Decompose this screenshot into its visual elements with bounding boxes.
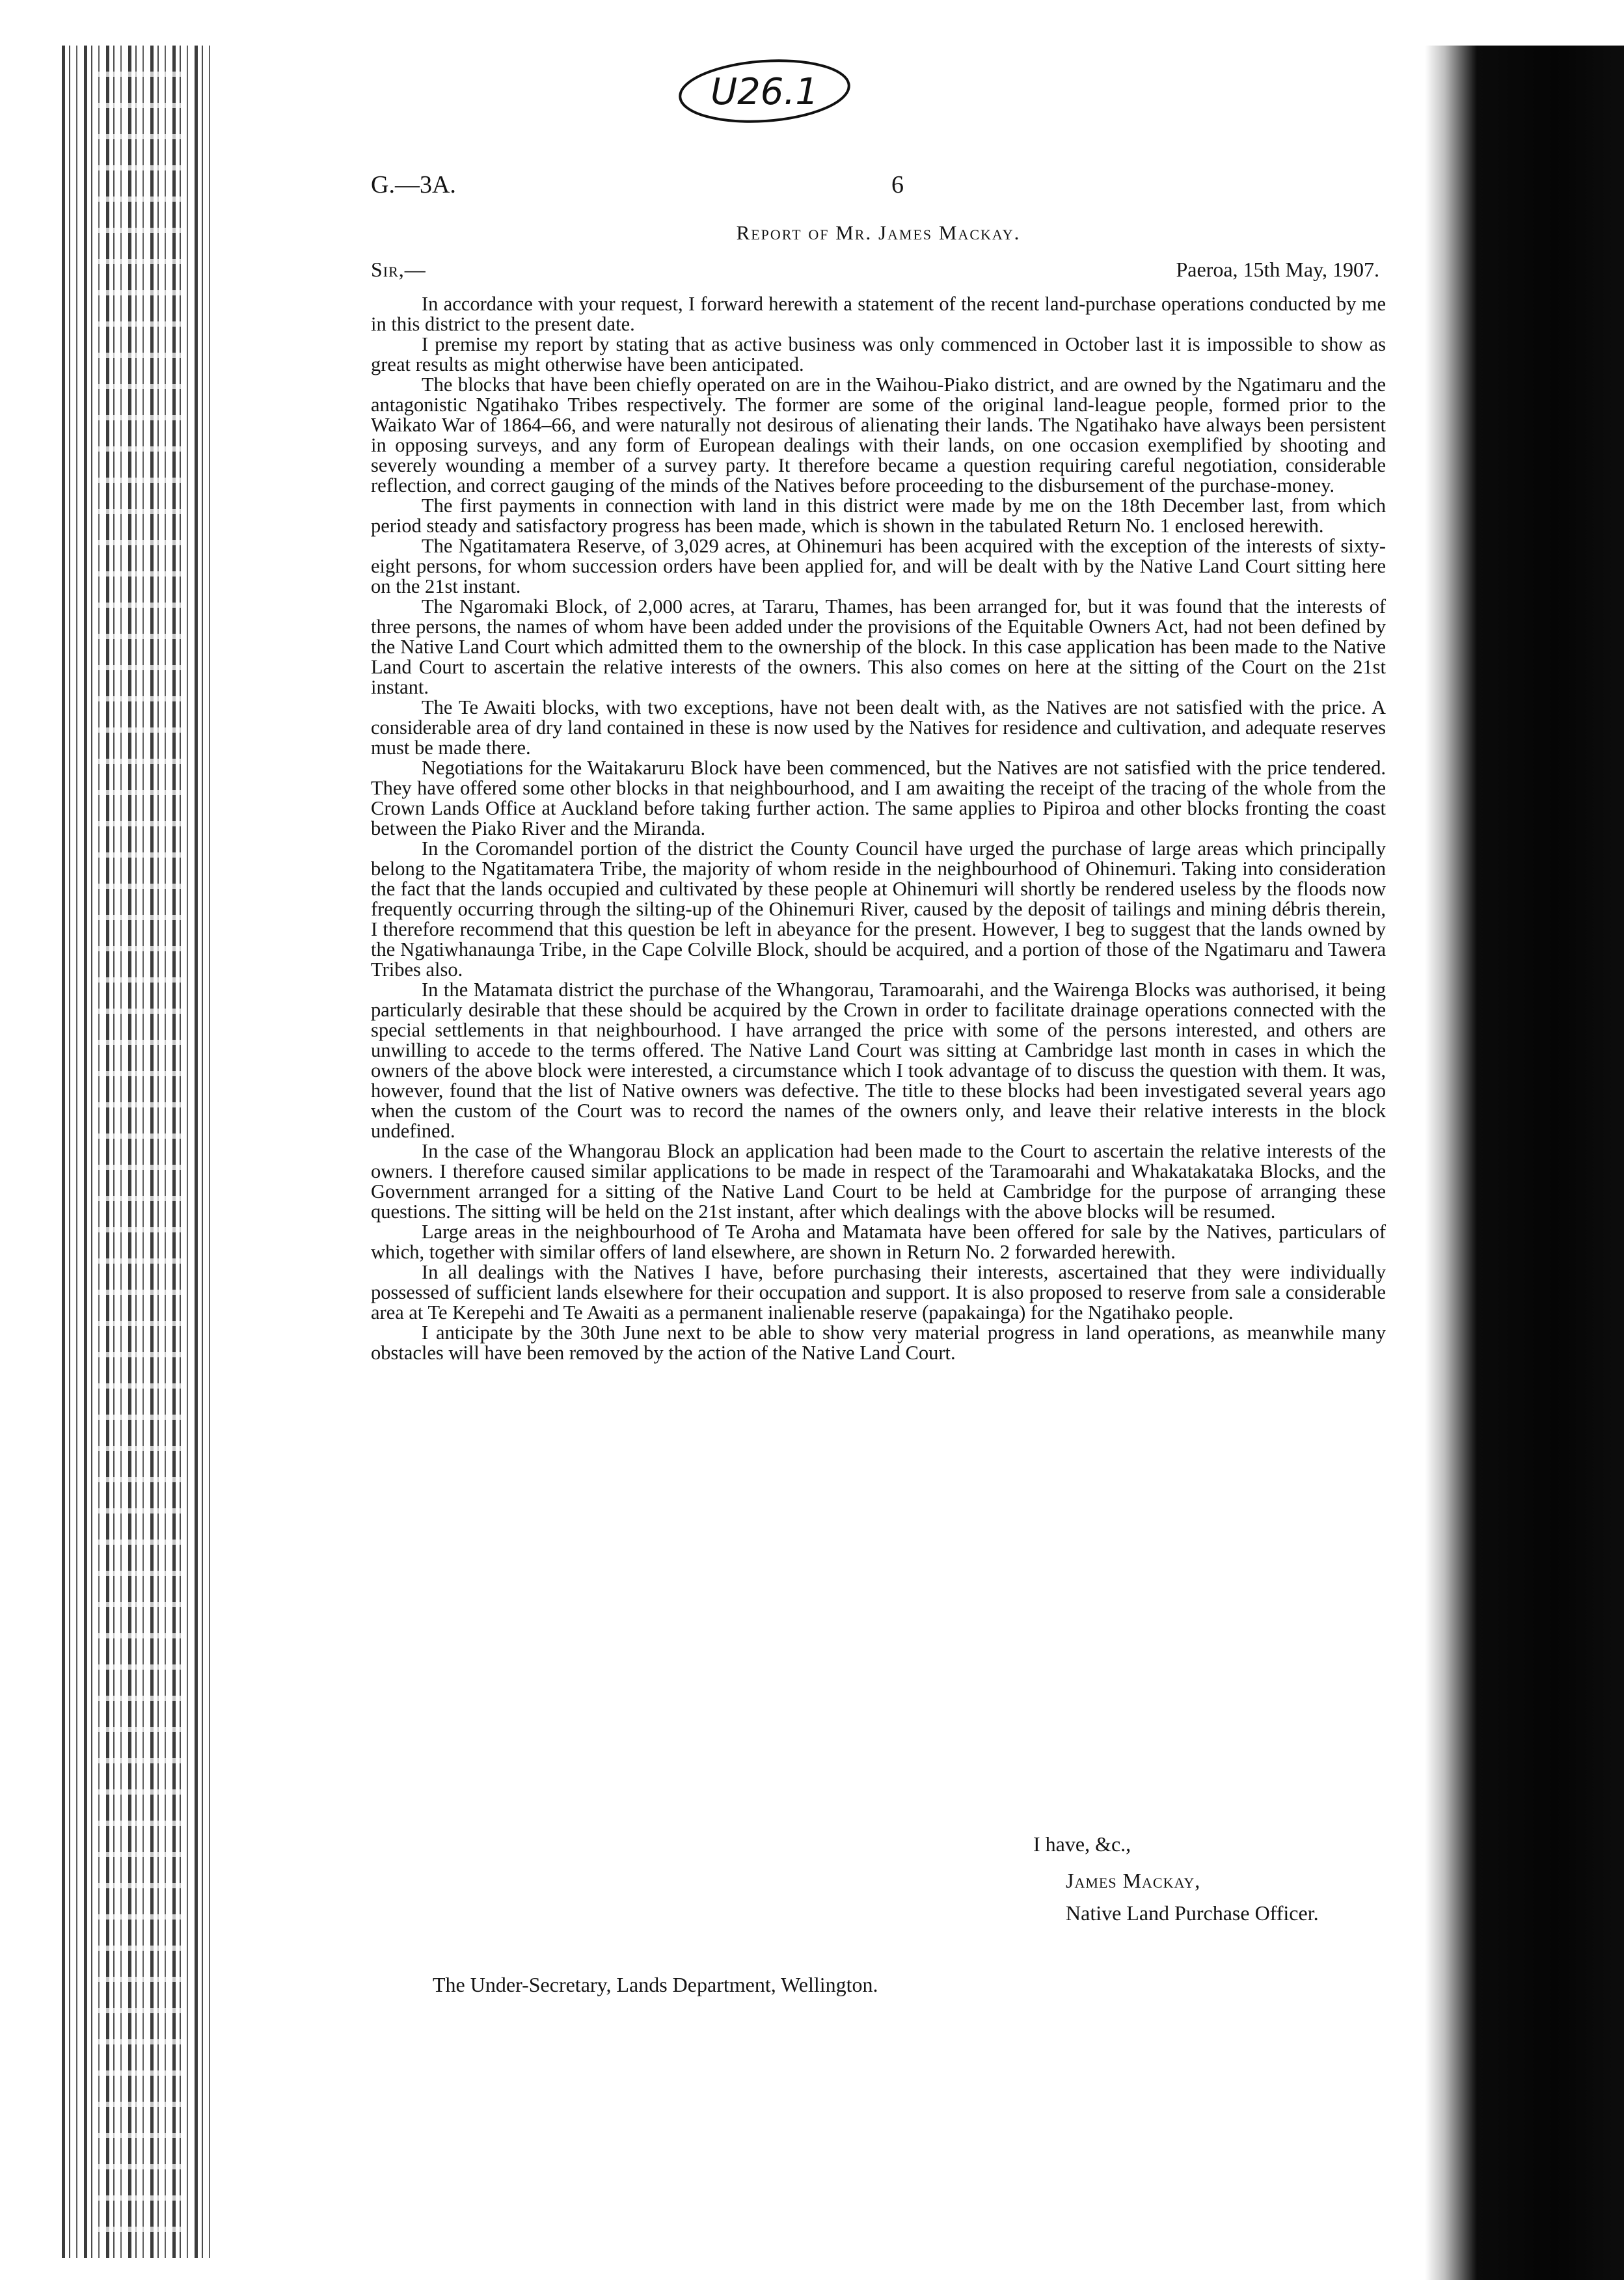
paragraph: In the case of the Whangorau Block an application had been made to the Court to ascertain the relative interests of the owners. I therefore caused similar applications to be made in respect of the Taramoarahi and Whakatakataka Blocks, and the Government arranged for a sitting of the Native Land Court to be held at Cambridge for the purpose of arranging these questions. The sitting will be held on the 21st instant, after which dealings with the above blocks will be resumed. xyxy=(371,1140,1386,1223)
closing-line: I have, &c., xyxy=(1033,1832,1131,1856)
report-title: Report of Mr. James Mackay. xyxy=(736,221,1021,244)
paragraph: I premise my report by stating that as active business was only commenced in October last it is impossible to show as great results as might otherwise have been anticipated. xyxy=(371,333,1386,375)
document-code: G.—3A. xyxy=(371,171,456,198)
paragraph: The Ngatitamatera Reserve, of 3,029 acres, at Ohinemuri has been acquired with the exception of the interests of sixty-eight persons, for whom succession orders have been applied for, and will be dealt with by the Native Land Court sitting here on the 21st instant. xyxy=(371,535,1386,597)
paragraph: In the Matamata district the purchase of the Whangorau, Taramoarahi, and the Wairenga Blocks was authorised, it being particularly desirable that these should be acquired by the Crown in order to facilitate drainage operations connected with the special settlements in that neighbourhood. I have arranged the price with some of the persons interested, and others are unwilling to accede to the terms offered. The Native Land Court was sitting at Cambridge last month in cases in which the owners of the above block were interested, a circumstance which I took advantage of to discuss the question with them. It was, however, found that the list of Native owners was defective. The title to these blocks had been investigated several years ago when the custom of the Court was to record the names of the owners only, and leave their relative interests in the block undefined. xyxy=(371,979,1386,1142)
scan-right-edge-shadow xyxy=(1425,46,1624,2280)
page-number: 6 xyxy=(891,171,904,198)
paragraph: Negotiations for the Waitakaruru Block have been commenced, but the Natives are not satisfied with the price tendered. They have offered some other blocks in that neighbourhood, and I am awaiting the receipt of the tracing of the whole from the Crown Lands Office at Auckland before taking further action. The same applies to Pipiroa and other blocks fronting the coast between the Piako River and the Miranda. xyxy=(371,757,1386,839)
paragraph: The blocks that have been chiefly operated on are in the Waihou-Piako district, and are owned by the Ngatimaru and the antagonistic Ngatihako Tribes respectively. The former are some of the original land-league people, formed prior to the Waikato War of 1864–66, and were naturally not desirous of alienating their lands. The Ngatihako have always been persistent in opposing surveys, and any form of European dealings with their lands, on one occasion exemplified by shooting and severely wounding a member of a survey party. It therefore became a question requiring careful negotiation, considerable reflection, and correct gauging of the minds of the Natives before proceeding to the disbursement of the purchase-money. xyxy=(371,373,1386,496)
paragraph: The Ngaromaki Block, of 2,000 acres, at Tararu, Thames, has been arranged for, but it was found that the interests of three persons, the names of whom have been added under the provisions of the Equitable Owners Act, had not been defined by the Native Land Court which admitted them to the ownership of the block. In this case application has been made to the Native Land Court to ascertain the relative interests of the owners. This also comes on here at the sitting of the Court on the 21st instant. xyxy=(371,595,1386,698)
handwritten-annotation xyxy=(670,51,859,135)
paragraph: Large areas in the neighbourhood of Te Aroha and Matamata have been offered for sale by the Natives, particulars of which, together with similar offers of land elsewhere, are shown in Return No. 2 forwarded herewith. xyxy=(371,1221,1386,1263)
report-body xyxy=(371,294,1386,1363)
paragraph: I anticipate by the 30th June next to be able to show very material progress in land operations, as meanwhile many obstacles will have been removed by the action of the Native Land Court. xyxy=(371,1322,1386,1364)
paragraph: In accordance with your request, I forward herewith a statement of the recent land-purchase operations conducted by me in this district to the present date. xyxy=(371,293,1386,335)
scan-left-edge-gaps xyxy=(98,46,182,2258)
salutation-row xyxy=(371,258,1386,286)
paragraph: The Te Awaiti blocks, with two exceptions, have not been dealt with, as the Natives are not satisfied with the price. A considerable area of dry land contained in these is now used by the Natives for residence and cultivation, and adequate reserves must be made there. xyxy=(371,696,1386,759)
addressee: The Under-Secretary, Lands Department, Wellington. xyxy=(433,1973,878,1996)
handwritten-note-text: U26.1 xyxy=(710,71,819,113)
place-date: Paeroa, 15th May, 1907. xyxy=(1176,258,1379,281)
paragraph: In all dealings with the Natives I have, before purchasing their interests, ascertained that they were individually possessed of sufficient lands elsewhere for their occupation and support. It is also proposed to reserve from sale a considerable area at Te Kerepehi and Te Awaiti as a permanent inalienable reserve (papakainga) for the Ngatihako people. xyxy=(371,1261,1386,1323)
salutation: Sir,— xyxy=(371,258,426,281)
paragraph: The first payments in connection with land in this district were made by me on the 18th December last, from which period steady and satisfactory progress has been made, which is shown in the tabulated Return No. 1 enclosed herewith. xyxy=(371,495,1386,537)
signatory-role: Native Land Purchase Officer. xyxy=(1066,1901,1319,1925)
signatory-name: James Mackay, xyxy=(1066,1869,1201,1892)
paragraph: In the Coromandel portion of the district the County Council have urged the purchase of large areas which principally belong to the Ngatitamatera Tribe, the majority of whom reside in the neighbourhood of Ohinemuri. Taking into consideration the fact that the lands occupied and cultivated by these people at Ohinemuri will shortly be rendered useless by the floods now frequently occurring through the silting-up of the Ohinemuri River, caused by the deposit of tailings and mining débris therein, I therefore recommend that this question be left in abeyance for the present. However, I beg to suggest that the lands owned by the Ngatiwhanaunga Tribe, in the Cape Colville Block, should be acquired, and a portion of those of the Ngatimaru and Tawera Tribes also. xyxy=(371,837,1386,981)
signoff-block xyxy=(371,1832,1386,1936)
page-header xyxy=(371,170,1386,203)
